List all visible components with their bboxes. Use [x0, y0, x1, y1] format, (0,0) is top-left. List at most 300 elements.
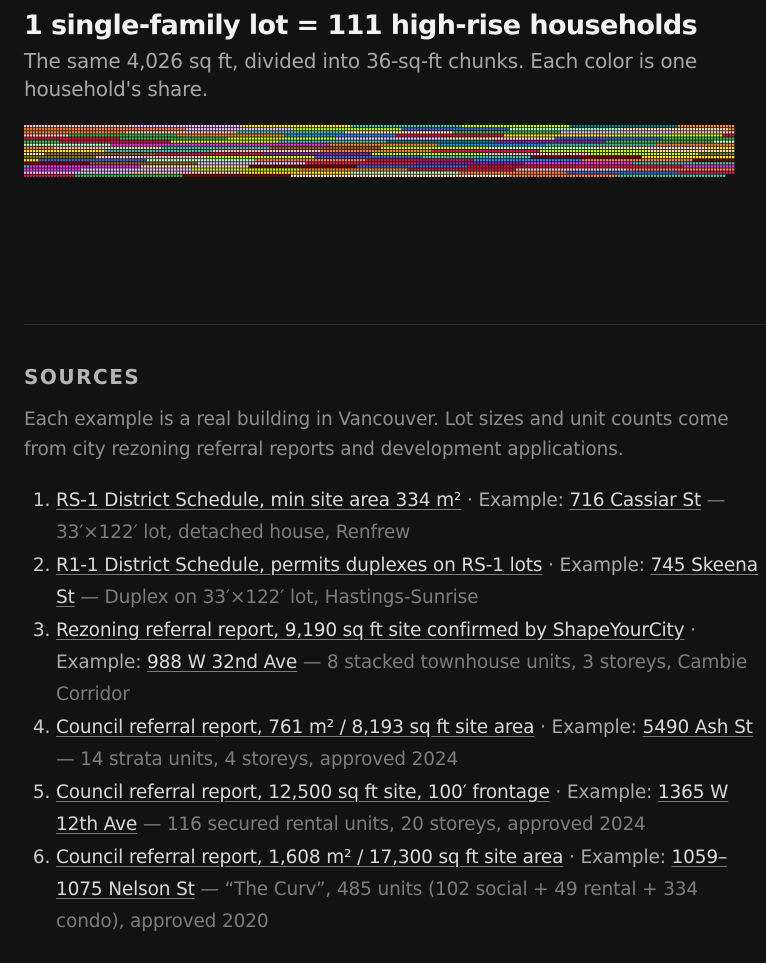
- lot-chunk: [648, 159, 650, 161]
- lot-chunk: [360, 134, 362, 136]
- lot-chunk: [696, 175, 698, 177]
- lot-chunk: [378, 150, 380, 152]
- lot-chunk: [333, 165, 335, 167]
- lot-chunk: [180, 125, 182, 127]
- lot-chunk: [555, 159, 557, 161]
- lot-chunk: [378, 137, 380, 139]
- lot-chunk: [234, 159, 236, 161]
- lot-chunk: [336, 165, 338, 167]
- lot-chunk: [354, 147, 356, 149]
- lot-chunk: [66, 162, 68, 164]
- lot-chunk: [207, 137, 209, 139]
- lot-chunk: [246, 131, 248, 133]
- lot-chunk: [240, 172, 242, 174]
- lot-chunk: [288, 162, 290, 164]
- lot-chunk: [177, 137, 179, 139]
- lot-chunk: [450, 153, 452, 155]
- lot-chunk: [129, 141, 131, 143]
- lot-chunk: [567, 172, 569, 174]
- lot-chunk: [201, 165, 203, 167]
- lot-chunk: [273, 162, 275, 164]
- lot-chunk: [261, 128, 263, 130]
- lot-chunk: [624, 162, 626, 164]
- lot-chunk: [654, 159, 656, 161]
- lot-chunk: [384, 134, 386, 136]
- lot-chunk: [276, 150, 278, 152]
- lot-chunk: [573, 137, 575, 139]
- lot-chunk: [477, 134, 479, 136]
- lot-chunk: [30, 125, 32, 127]
- lot-chunk: [339, 131, 341, 133]
- lot-chunk: [99, 147, 101, 149]
- example-link[interactable]: 745 Skeena St: [56, 555, 758, 608]
- lot-chunk: [420, 137, 422, 139]
- lot-chunk: [126, 131, 128, 133]
- lot-chunk: [522, 144, 524, 146]
- lot-chunk: [477, 156, 479, 158]
- lot-chunk: [594, 175, 596, 177]
- lot-chunk: [225, 141, 227, 143]
- lot-chunk: [576, 137, 578, 139]
- lot-chunk: [48, 137, 50, 139]
- lot-chunk: [147, 153, 149, 155]
- lot-chunk: [627, 165, 629, 167]
- lot-chunk: [438, 165, 440, 167]
- lot-chunk: [603, 134, 605, 136]
- lot-chunk: [264, 175, 266, 177]
- lot-chunk: [387, 156, 389, 158]
- lot-chunk: [696, 147, 698, 149]
- lot-chunk: [120, 131, 122, 133]
- lot-chunk: [189, 144, 191, 146]
- lot-chunk: [237, 137, 239, 139]
- lot-chunk: [705, 131, 707, 133]
- lot-chunk: [588, 141, 590, 143]
- lot-chunk: [414, 131, 416, 133]
- lot-chunk: [57, 159, 59, 161]
- lot-chunk: [579, 168, 581, 170]
- lot-chunk: [675, 150, 677, 152]
- lot-chunk: [579, 137, 581, 139]
- lot-chunk: [303, 137, 305, 139]
- lot-chunk: [363, 165, 365, 167]
- lot-chunk: [690, 159, 692, 161]
- lot-chunk: [462, 131, 464, 133]
- example-link[interactable]: 1059–1075 Nelson St: [56, 847, 728, 900]
- lot-chunk: [165, 147, 167, 149]
- lot-chunk: [255, 168, 257, 170]
- lot-chunk: [165, 144, 167, 146]
- lot-chunk: [24, 134, 26, 136]
- lot-chunk: [462, 128, 464, 130]
- lot-chunk: [126, 144, 128, 146]
- lot-chunk: [96, 128, 98, 130]
- lot-chunk: [42, 168, 44, 170]
- lot-chunk: [330, 137, 332, 139]
- lot-chunk: [369, 153, 371, 155]
- lot-chunk: [51, 172, 53, 174]
- example-link[interactable]: 716 Cassiar St: [569, 490, 702, 511]
- lot-chunk: [213, 147, 215, 149]
- lot-chunk: [642, 125, 644, 127]
- lot-chunk: [357, 131, 359, 133]
- lot-chunk: [393, 125, 395, 127]
- lot-chunk: [219, 141, 221, 143]
- lot-chunk: [720, 125, 722, 127]
- lot-chunk: [309, 172, 311, 174]
- lot-chunk: [501, 144, 503, 146]
- lot-chunk: [465, 150, 467, 152]
- lot-chunk: [732, 147, 734, 149]
- lot-chunk: [471, 147, 473, 149]
- lot-chunk: [552, 153, 554, 155]
- lot-chunk: [129, 150, 131, 152]
- lot-chunk: [240, 168, 242, 170]
- lot-chunk: [390, 175, 392, 177]
- lot-chunk: [636, 159, 638, 161]
- lot-chunk: [186, 153, 188, 155]
- lot-chunk: [51, 131, 53, 133]
- lot-chunk: [648, 156, 650, 158]
- lot-chunk: [468, 144, 470, 146]
- lot-chunk: [54, 153, 56, 155]
- lot-chunk: [156, 144, 158, 146]
- lot-chunk: [237, 162, 239, 164]
- lot-chunk: [258, 172, 260, 174]
- lot-chunk: [81, 162, 83, 164]
- lot-chunk: [246, 165, 248, 167]
- lot-chunk: [210, 128, 212, 130]
- source-link[interactable]: Rezoning referral report, 9,190 sq ft site confirmed by ShapeYourCity: [56, 620, 685, 641]
- lot-chunk: [156, 168, 158, 170]
- lot-chunk: [279, 134, 281, 136]
- lot-chunk: [615, 159, 617, 161]
- lot-chunk: [597, 175, 599, 177]
- lot-chunk: [660, 131, 662, 133]
- lot-chunk: [357, 150, 359, 152]
- lot-chunk: [348, 168, 350, 170]
- lot-chunk: [360, 162, 362, 164]
- lot-chunk: [513, 144, 515, 146]
- lot-chunk: [219, 131, 221, 133]
- lot-chunk: [552, 147, 554, 149]
- lot-chunk: [357, 162, 359, 164]
- lot-chunk: [624, 125, 626, 127]
- lot-chunk: [60, 159, 62, 161]
- source-link[interactable]: Council referral report, 1,608 m² / 17,300 sq ft site area: [56, 847, 564, 868]
- lot-chunk: [729, 168, 731, 170]
- lot-chunk: [363, 131, 365, 133]
- lot-chunk: [579, 125, 581, 127]
- lot-chunk: [483, 175, 485, 177]
- lot-chunk: [690, 172, 692, 174]
- lot-chunk: [702, 144, 704, 146]
- lot-chunk: [84, 175, 86, 177]
- lot-chunk: [315, 128, 317, 130]
- lot-chunk: [606, 128, 608, 130]
- lot-chunk: [588, 153, 590, 155]
- lot-chunk: [75, 144, 77, 146]
- lot-chunk: [528, 172, 530, 174]
- lot-chunk: [156, 141, 158, 143]
- lot-chunk: [429, 159, 431, 161]
- lot-chunk: [441, 144, 443, 146]
- lot-chunk: [291, 125, 293, 127]
- lot-chunk: [600, 165, 602, 167]
- lot-chunk: [126, 134, 128, 136]
- lot-chunk: [444, 159, 446, 161]
- lot-chunk: [393, 147, 395, 149]
- lot-chunk: [42, 159, 44, 161]
- lot-chunk: [696, 134, 698, 136]
- lot-chunk: [612, 128, 614, 130]
- example-link[interactable]: 5490 Ash St: [642, 717, 753, 738]
- lot-chunk: [279, 125, 281, 127]
- lot-chunk: [726, 137, 728, 139]
- lot-chunk: [627, 131, 629, 133]
- lot-chunk: [606, 141, 608, 143]
- lot-chunk: [324, 125, 326, 127]
- lot-chunk: [177, 144, 179, 146]
- lot-chunk: [141, 131, 143, 133]
- lot-chunk: [498, 125, 500, 127]
- lot-chunk: [261, 175, 263, 177]
- lot-chunk: [480, 128, 482, 130]
- lot-chunk: [363, 144, 365, 146]
- lot-chunk: [201, 125, 203, 127]
- lot-chunk: [666, 141, 668, 143]
- lot-chunk: [552, 162, 554, 164]
- lot-chunk: [120, 165, 122, 167]
- source-link[interactable]: R1-1 District Schedule, permits duplexes on RS-1 lots: [56, 555, 543, 576]
- lot-chunk: [24, 147, 26, 149]
- lot-chunk: [672, 175, 674, 177]
- lot-chunk: [219, 153, 221, 155]
- lot-chunk: [321, 156, 323, 158]
- lot-chunk: [591, 175, 593, 177]
- lot-chunk: [474, 144, 476, 146]
- lot-chunk: [564, 128, 566, 130]
- lot-chunk: [456, 175, 458, 177]
- lot-chunk: [627, 125, 629, 127]
- lot-chunk: [582, 141, 584, 143]
- lot-chunk: [354, 144, 356, 146]
- lot-chunk: [381, 147, 383, 149]
- example-link[interactable]: 1365 W 12th Ave: [56, 782, 729, 835]
- lot-chunk: [57, 150, 59, 152]
- lot-chunk: [315, 165, 317, 167]
- lot-chunk: [453, 137, 455, 139]
- lot-chunk: [537, 162, 539, 164]
- lot-chunk: [435, 128, 437, 130]
- lot-chunk: [711, 153, 713, 155]
- lot-chunk: [582, 165, 584, 167]
- lot-chunk: [225, 150, 227, 152]
- lot-chunk: [492, 172, 494, 174]
- source-link[interactable]: Council referral report, 12,500 sq ft site, 100′ frontage: [56, 782, 550, 803]
- lot-chunk: [273, 137, 275, 139]
- lot-chunk: [291, 141, 293, 143]
- lot-chunk: [693, 131, 695, 133]
- lot-chunk: [27, 162, 29, 164]
- lot-chunk: [639, 153, 641, 155]
- lot-chunk: [645, 165, 647, 167]
- lot-chunk: [126, 159, 128, 161]
- lot-chunk: [444, 165, 446, 167]
- lot-chunk: [90, 137, 92, 139]
- lot-chunk: [462, 168, 464, 170]
- lot-chunk: [225, 125, 227, 127]
- source-link[interactable]: Council referral report, 761 m² / 8,193 sq ft site area: [56, 717, 535, 738]
- lot-chunk: [624, 131, 626, 133]
- lot-chunk: [693, 128, 695, 130]
- source-item: [56, 712, 759, 776]
- lot-chunk: [264, 156, 266, 158]
- lot-chunk: [714, 144, 716, 146]
- lot-chunk: [516, 134, 518, 136]
- lot-chunk: [453, 168, 455, 170]
- lot-chunk: [102, 131, 104, 133]
- lot-chunk: [231, 159, 233, 161]
- lot-chunk: [102, 159, 104, 161]
- lot-chunk: [135, 128, 137, 130]
- lot-chunk: [228, 175, 230, 177]
- lot-chunk: [237, 153, 239, 155]
- lot-chunk: [420, 156, 422, 158]
- lot-chunk: [522, 175, 524, 177]
- lot-chunk: [117, 168, 119, 170]
- lot-chunk: [495, 137, 497, 139]
- lot-chunk: [501, 162, 503, 164]
- lot-chunk: [507, 175, 509, 177]
- lot-chunk: [240, 153, 242, 155]
- lot-chunk: [333, 134, 335, 136]
- lot-chunk: [582, 147, 584, 149]
- lot-chunk: [501, 175, 503, 177]
- lot-chunk: [729, 153, 731, 155]
- lot-chunk: [732, 137, 734, 139]
- lot-chunk: [183, 159, 185, 161]
- lot-chunk: [87, 150, 89, 152]
- lot-chunk: [210, 156, 212, 158]
- lot-chunk: [117, 156, 119, 158]
- lot-chunk: [384, 150, 386, 152]
- lot-chunk: [225, 156, 227, 158]
- lot-chunk: [393, 153, 395, 155]
- lot-chunk: [120, 159, 122, 161]
- lot-chunk: [636, 172, 638, 174]
- lot-chunk: [192, 175, 194, 177]
- lot-chunk: [264, 141, 266, 143]
- lot-chunk: [732, 159, 734, 161]
- lot-chunk: [600, 150, 602, 152]
- lot-chunk: [198, 168, 200, 170]
- lot-chunk: [144, 150, 146, 152]
- lot-chunk: [285, 153, 287, 155]
- lot-chunk: [717, 137, 719, 139]
- lot-chunk: [84, 162, 86, 164]
- lot-chunk: [417, 141, 419, 143]
- lot-chunk: [417, 162, 419, 164]
- lot-chunk: [726, 168, 728, 170]
- lot-chunk: [234, 147, 236, 149]
- lot-chunk: [651, 141, 653, 143]
- lot-chunk: [135, 175, 137, 177]
- source-item: [56, 777, 759, 841]
- lot-chunk: [690, 175, 692, 177]
- lot-chunk: [396, 156, 398, 158]
- lot-chunk: [558, 144, 560, 146]
- lot-chunk: [153, 125, 155, 127]
- lot-chunk: [399, 168, 401, 170]
- lot-chunk: [519, 175, 521, 177]
- example-link[interactable]: 988 W 32nd Ave: [147, 652, 298, 673]
- lot-chunk: [378, 172, 380, 174]
- lot-chunk: [267, 159, 269, 161]
- lot-chunk: [222, 134, 224, 136]
- lot-chunk: [51, 125, 53, 127]
- lot-chunk: [579, 144, 581, 146]
- lot-chunk: [72, 125, 74, 127]
- lot-chunk: [459, 159, 461, 161]
- lot-chunk: [51, 141, 53, 143]
- lot-chunk: [135, 125, 137, 127]
- lot-chunk: [108, 165, 110, 167]
- lot-chunk: [723, 153, 725, 155]
- lot-chunk: [363, 175, 365, 177]
- lot-chunk: [396, 150, 398, 152]
- lot-chunk: [570, 144, 572, 146]
- lot-chunk: [213, 172, 215, 174]
- lot-chunk: [699, 153, 701, 155]
- lot-chunk: [180, 128, 182, 130]
- lot-chunk: [450, 125, 452, 127]
- lot-chunk: [129, 137, 131, 139]
- lot-chunk: [564, 147, 566, 149]
- lot-chunk: [273, 144, 275, 146]
- lot-chunk: [522, 150, 524, 152]
- lot-chunk: [459, 165, 461, 167]
- lot-chunk: [477, 175, 479, 177]
- lot-chunk: [477, 144, 479, 146]
- lot-chunk: [315, 168, 317, 170]
- lot-chunk: [309, 125, 311, 127]
- lot-chunk: [483, 156, 485, 158]
- source-link[interactable]: RS-1 District Schedule, min site area 334 m²: [56, 490, 462, 511]
- lot-chunk: [576, 165, 578, 167]
- lot-chunk: [429, 144, 431, 146]
- lot-chunk: [429, 128, 431, 130]
- lot-chunk: [375, 125, 377, 127]
- lot-chunk: [57, 144, 59, 146]
- lot-chunk: [216, 159, 218, 161]
- lot-chunk: [357, 137, 359, 139]
- lot-chunk: [672, 128, 674, 130]
- lot-chunk: [357, 175, 359, 177]
- lot-chunk: [573, 162, 575, 164]
- lot-chunk: [666, 175, 668, 177]
- lot-chunk: [384, 131, 386, 133]
- lot-chunk: [489, 165, 491, 167]
- lot-chunk: [99, 128, 101, 130]
- lot-chunk: [579, 153, 581, 155]
- lot-chunk: [402, 162, 404, 164]
- lot-chunk: [408, 128, 410, 130]
- lot-chunk: [633, 156, 635, 158]
- lot-chunk: [546, 159, 548, 161]
- lot-chunk: [552, 150, 554, 152]
- lot-chunk: [525, 125, 527, 127]
